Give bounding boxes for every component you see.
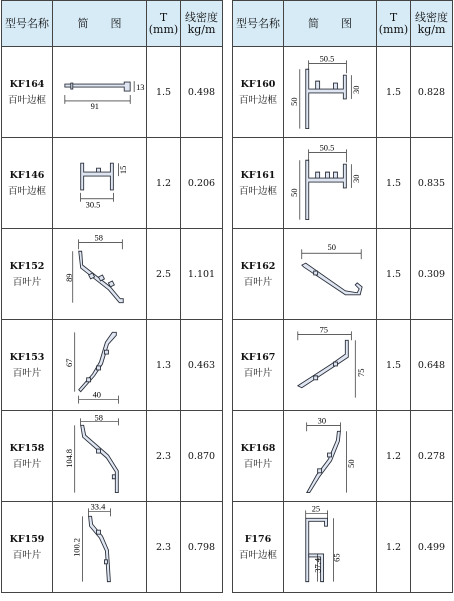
model-cell bbox=[233, 320, 284, 411]
model-cell bbox=[233, 138, 284, 229]
dimension-label: 67 bbox=[64, 358, 74, 367]
thickness-cell: 1.5 bbox=[377, 138, 411, 229]
density-cell: 0.870 bbox=[181, 411, 223, 502]
model-code: KF153 bbox=[9, 351, 45, 363]
profile-drawing-cell bbox=[284, 138, 377, 229]
profile-drawing bbox=[53, 229, 146, 319]
profile-drawing-cell bbox=[284, 229, 377, 320]
dimension-label: 75 bbox=[319, 325, 329, 335]
table-row bbox=[2, 229, 223, 320]
dimension-label: 65 bbox=[332, 553, 342, 562]
profile-drawing bbox=[53, 47, 146, 137]
model-cell bbox=[2, 320, 53, 411]
thickness-cell: 1.2 bbox=[377, 411, 411, 502]
model-cell bbox=[233, 47, 284, 138]
dimension-label: 30 bbox=[352, 174, 362, 183]
dimension-label: 50.5 bbox=[319, 143, 335, 153]
thickness-cell: 2.3 bbox=[147, 502, 181, 593]
profile-drawing-cell bbox=[284, 320, 377, 411]
dimension-label: 104.8 bbox=[64, 448, 74, 468]
dimension-label: 91 bbox=[90, 101, 99, 111]
density-cell: 0.463 bbox=[181, 320, 223, 411]
model-cell bbox=[233, 411, 284, 502]
model-code: KF159 bbox=[9, 533, 45, 545]
profile-drawing bbox=[284, 138, 376, 228]
model-name: 百叶边框 bbox=[238, 549, 277, 561]
model-code: F176 bbox=[244, 533, 272, 545]
table-row bbox=[233, 502, 453, 593]
table-row bbox=[233, 47, 453, 138]
density-cell: 1.101 bbox=[181, 229, 223, 320]
model-name: 百叶边框 bbox=[7, 94, 46, 106]
dimension-label: 50 bbox=[327, 243, 336, 253]
dimension-label: 50 bbox=[347, 459, 357, 468]
profile-drawing-cell bbox=[53, 138, 147, 229]
dimension-label: 40 bbox=[92, 390, 101, 400]
profile-drawing-cell bbox=[53, 320, 147, 411]
model-name: 百叶片 bbox=[12, 549, 42, 561]
thickness-cell: 1.3 bbox=[147, 320, 181, 411]
thickness-cell: 1.5 bbox=[377, 229, 411, 320]
dimension-label: 50.5 bbox=[319, 54, 335, 64]
model-name: 百叶片 bbox=[12, 367, 42, 379]
model-cell bbox=[233, 229, 284, 320]
model-name: 百叶片 bbox=[12, 276, 42, 288]
density-cell: 0.828 bbox=[411, 47, 453, 138]
density-cell: 0.798 bbox=[181, 502, 223, 593]
profile-drawing-cell bbox=[53, 47, 147, 138]
dimension-label: 89 bbox=[64, 273, 74, 282]
dimension-label: 58 bbox=[94, 233, 103, 243]
header-thickness: T (mm) bbox=[147, 1, 181, 47]
table-row bbox=[2, 47, 223, 138]
density-cell: 0.499 bbox=[411, 502, 453, 593]
profile-drawing bbox=[284, 502, 376, 592]
model-name: 百叶片 bbox=[243, 367, 273, 379]
thickness-cell: 1.5 bbox=[377, 47, 411, 138]
header-thickness: T (mm) bbox=[377, 1, 411, 47]
profile-drawing-cell bbox=[53, 411, 147, 502]
header-row bbox=[233, 1, 453, 47]
dimension-label: 15 bbox=[119, 165, 129, 175]
header-model: 型号名称 bbox=[2, 1, 53, 47]
profile-drawing bbox=[284, 320, 376, 410]
thickness-cell: 2.5 bbox=[147, 229, 181, 320]
model-code: KF160 bbox=[240, 78, 276, 90]
table-row bbox=[2, 502, 223, 593]
profile-drawing bbox=[284, 47, 376, 137]
model-cell bbox=[2, 411, 53, 502]
model-name: 百叶片 bbox=[12, 458, 42, 470]
density-cell: 0.498 bbox=[181, 47, 223, 138]
profile-drawing bbox=[53, 138, 146, 228]
model-code: KF161 bbox=[240, 169, 276, 181]
model-name: 百叶片 bbox=[243, 276, 273, 288]
thickness-cell: 1.2 bbox=[377, 502, 411, 593]
profile-drawing bbox=[284, 229, 376, 319]
model-name: 百叶片 bbox=[243, 458, 273, 470]
model-code: KF152 bbox=[9, 260, 45, 272]
dimension-label: 33.4 bbox=[90, 502, 106, 512]
header-drawing: 简 图 bbox=[284, 1, 377, 47]
profile-drawing-cell bbox=[53, 229, 147, 320]
profile-drawing bbox=[284, 411, 376, 501]
model-code: KF146 bbox=[9, 169, 45, 181]
model-cell bbox=[233, 502, 284, 593]
profile-drawing bbox=[53, 411, 146, 501]
density-cell: 0.278 bbox=[411, 411, 453, 502]
table-row bbox=[233, 229, 453, 320]
model-cell bbox=[2, 47, 53, 138]
dimension-label: 100.2 bbox=[72, 538, 82, 557]
header-density: 线密度 kg/m bbox=[411, 1, 453, 47]
thickness-cell: 1.5 bbox=[377, 320, 411, 411]
header-drawing: 简 图 bbox=[53, 1, 147, 47]
table-row bbox=[233, 320, 453, 411]
spec-table-left bbox=[1, 0, 223, 593]
header-row bbox=[2, 1, 223, 47]
density-cell: 0.648 bbox=[411, 320, 453, 411]
dimension-label: 58 bbox=[94, 413, 103, 423]
model-code: KF162 bbox=[240, 260, 276, 272]
table-row bbox=[2, 411, 223, 502]
model-cell bbox=[2, 138, 53, 229]
dimension-label: 30 bbox=[317, 416, 327, 426]
profile-drawing-cell bbox=[284, 502, 377, 593]
profile-drawing-cell bbox=[284, 411, 377, 502]
thickness-cell: 1.2 bbox=[147, 138, 181, 229]
model-code: KF158 bbox=[9, 442, 45, 454]
model-code: KF167 bbox=[240, 351, 276, 363]
dimension-label: 30.5 bbox=[85, 200, 101, 210]
model-code: KF168 bbox=[240, 442, 276, 454]
dimension-label: 25 bbox=[311, 504, 321, 514]
thickness-cell: 1.5 bbox=[147, 47, 181, 138]
profile-drawing-cell bbox=[284, 47, 377, 138]
density-cell: 0.309 bbox=[411, 229, 453, 320]
profile-drawing bbox=[53, 502, 146, 592]
density-cell: 0.835 bbox=[411, 138, 453, 229]
model-name: 百叶边框 bbox=[238, 94, 277, 106]
dimension-label: 75 bbox=[357, 368, 367, 377]
model-name: 百叶边框 bbox=[238, 185, 277, 197]
table-row bbox=[233, 138, 453, 229]
profile-drawing-cell bbox=[53, 502, 147, 593]
spec-table-right bbox=[232, 0, 453, 593]
thickness-cell: 2.3 bbox=[147, 411, 181, 502]
dimension-label: 37.4 bbox=[313, 558, 323, 573]
model-cell bbox=[2, 229, 53, 320]
header-density: 线密度 kg/m bbox=[181, 1, 223, 47]
dimension-label: 30 bbox=[352, 85, 362, 94]
header-model: 型号名称 bbox=[233, 1, 284, 47]
profile-drawing bbox=[53, 320, 146, 410]
model-name: 百叶边框 bbox=[7, 185, 46, 197]
table-row bbox=[2, 320, 223, 411]
model-code: KF164 bbox=[9, 78, 45, 90]
dimension-label: 50 bbox=[289, 188, 299, 197]
model-cell bbox=[2, 502, 53, 593]
table-row bbox=[233, 411, 453, 502]
table-row bbox=[2, 138, 223, 229]
dimension-label: 13 bbox=[136, 83, 145, 93]
dimension-label: 50 bbox=[289, 97, 299, 106]
density-cell: 0.206 bbox=[181, 138, 223, 229]
